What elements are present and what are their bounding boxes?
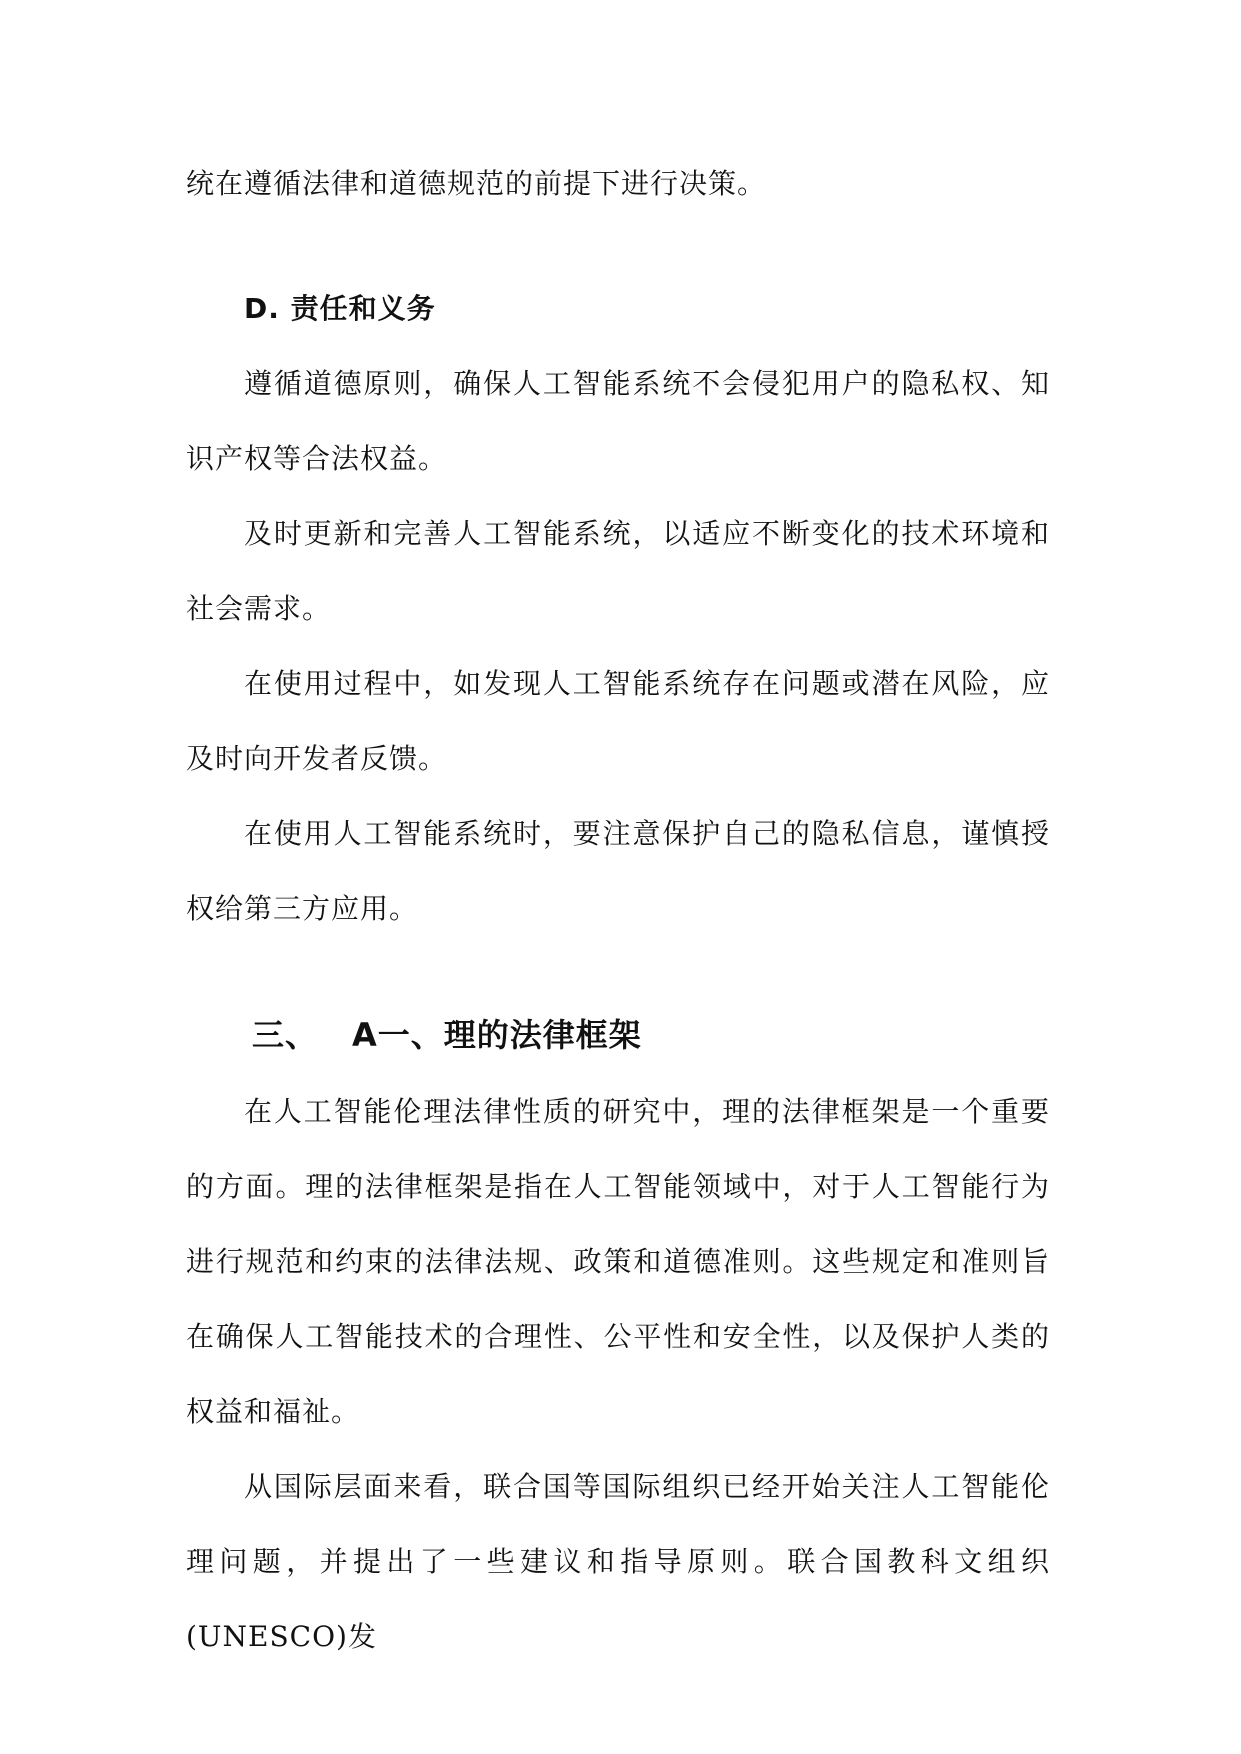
paragraph-report-risk: 在使用过程中，如发现人工智能系统存在问题或潜在风险，应及时向开发者反馈。 [186,667,1050,775]
paragraph-protect-info: 在使用人工智能系统时，要注意保护自己的隐私信息，谨慎授权给第三方应用。 [186,817,1050,925]
continuation-paragraph: 统在遵循法律和道德规范的前提下进行决策。 [186,167,767,200]
page-body [186,146,1050,1674]
paragraph-international: 从国际层面来看，联合国等国际组织已经开始关注人工智能伦理问题，并提出了一些建议和指导原则。联合国教科文组织(UNESCO)发 [186,1470,1050,1653]
section-heading [186,996,1050,1074]
paragraph-privacy: 遵循道德原则，确保人工智能系统不会侵犯用户的隐私权、知识产权等合法权益。 [186,367,1050,475]
section-title: A一、理的法律框架 [352,1016,642,1054]
paragraph-legal-framework: 在人工智能伦理法律性质的研究中，理的法律框架是一个重要的方面。理的法律框架是指在人工智能领域中，对于人工智能行为进行规范和约束的法律法规、政策和道德准则。这些规定和准则旨在确保人工智能技术的合理性、公平性和安全性，以及保护人类的权益和福祉。 [186,1095,1050,1428]
subsection-heading: D. 责任和义务 [244,292,436,325]
paragraph-update-system: 及时更新和完善人工智能系统，以适应不断变化的技术环境和社会需求。 [186,517,1050,625]
section-number: 三、 [252,1016,319,1054]
